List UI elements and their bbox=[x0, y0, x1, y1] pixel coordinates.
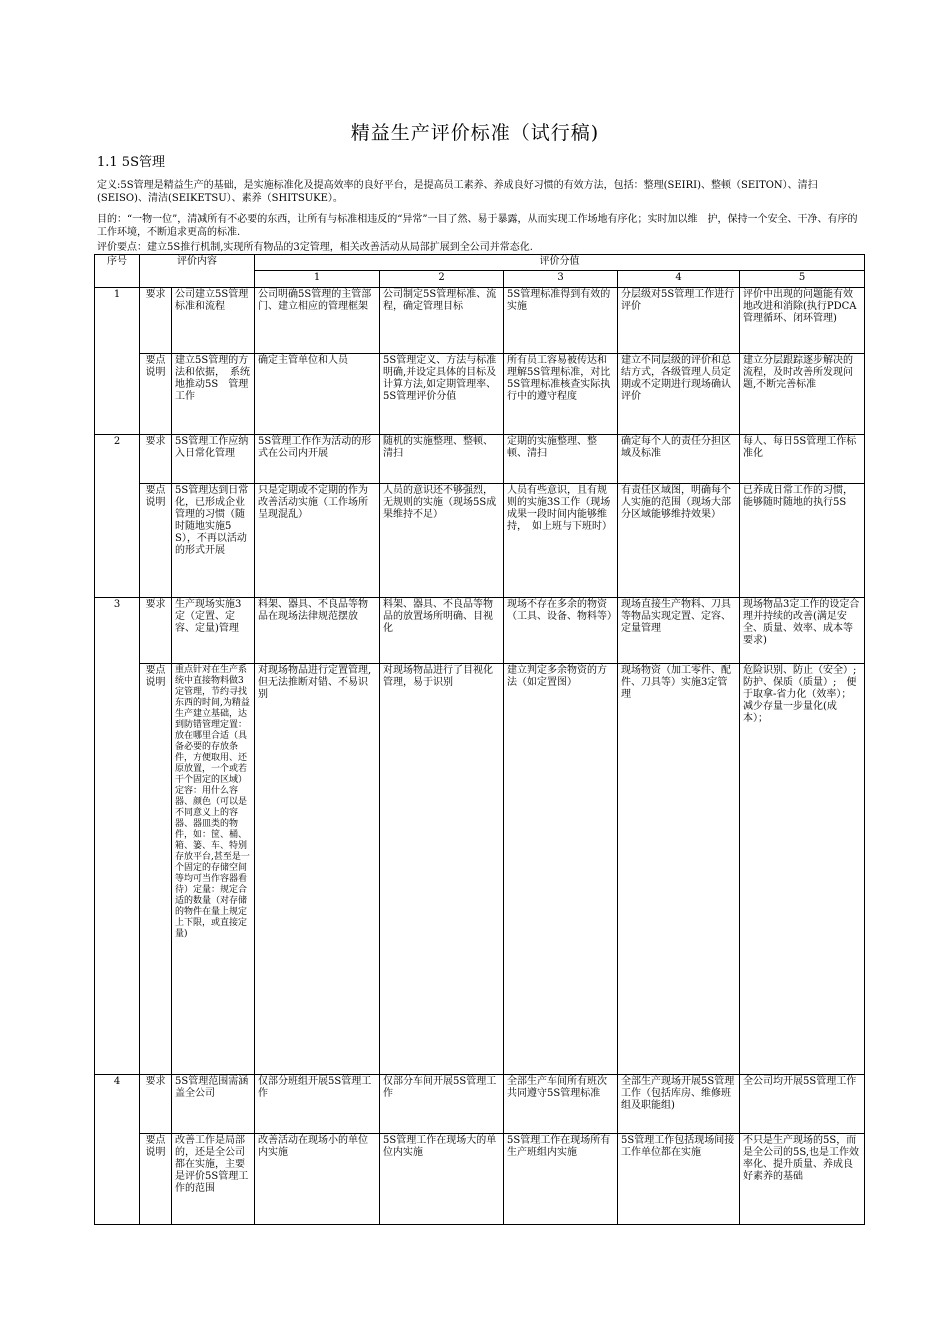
req-cell: 分层级对5S管理工作进行评价 bbox=[618, 288, 740, 354]
document-title: 精益生产评价标准（试行稿) bbox=[350, 122, 600, 144]
exp-cell: 建立不同层级的评价和总结方式，各级管理人员定期或不定期进行现场确认评价 bbox=[618, 354, 740, 435]
exp-cell: 5S管理达到日常化，已形成企业管理的习惯（随时随地实施5S），不再以活动的形式开展 bbox=[172, 484, 255, 598]
score-1: 1 bbox=[255, 271, 380, 288]
req-label: 要求 bbox=[140, 435, 172, 484]
exp-cell: 所有员工容易被传达和理解5S管理标准，对比5S管理标准核查实际执行中的遵守程度 bbox=[504, 354, 618, 435]
req-cell: 全公司均开展5S管理工作 bbox=[740, 1075, 865, 1134]
exp-label: 要点说明 bbox=[140, 664, 172, 1075]
req-cell: 公司制定5S管理标准、流程，确定管理目标 bbox=[380, 288, 504, 354]
req-cell: 现场物品3定工作的设定合理并持续的改善(满足安全、质量、效率、成本等要求) bbox=[740, 598, 865, 664]
exp-cell: 已养成日常工作的习惯，能够随时随地的执行5S bbox=[740, 484, 865, 598]
req-cell: 料架、器具、不良品等物品的放置场所明确、目视化 bbox=[380, 598, 504, 664]
req-cell: 现场直接生产物料、刀具等物品实现定置、定容、定量管理 bbox=[618, 598, 740, 664]
score-4: 4 bbox=[618, 271, 740, 288]
exp-cell: 现场物资（加工零件、配件、刀具等）实施3定管理 bbox=[618, 664, 740, 1075]
req-cell: 料架、器具、不良品等物品在现场法律规范摆放 bbox=[255, 598, 380, 664]
evaluation-table bbox=[94, 254, 865, 1225]
exp-cell: 只是定期或不定期的作为改善活动实施（工作场所呈现混乱） bbox=[255, 484, 380, 598]
table-row bbox=[95, 1075, 865, 1134]
exp-cell: 有责任区域图，明确每个人实施的范围（现场大部分区域能够维持效果） bbox=[618, 484, 740, 598]
req-cell: 生产现场实施3定（定置、定容、定量)管理 bbox=[172, 598, 255, 664]
req-cell: 确定每个人的责任分担区域及标准 bbox=[618, 435, 740, 484]
exp-cell: 5S管理定义、方法与标准明确,并设定具体的目标及计算方法,如定期管理率、5S管理评价分值 bbox=[380, 354, 504, 435]
exp-cell: 建立分层跟踪逐步解决的流程，及时改善所发现问题,不断完善标准 bbox=[740, 354, 865, 435]
score-5: 5 bbox=[740, 271, 865, 288]
req-cell: 5S管理标准得到有效的实施 bbox=[504, 288, 618, 354]
header-content: 评价内容 bbox=[140, 255, 255, 288]
exp-cell: 5S管理工作在现场大的单位内实施 bbox=[380, 1134, 504, 1225]
req-cell: 现场不存在多余的物资（工具、设备、物料等） bbox=[504, 598, 618, 664]
exp-label: 要点说明 bbox=[140, 354, 172, 435]
score-3: 3 bbox=[504, 271, 618, 288]
req-label: 要求 bbox=[140, 598, 172, 664]
table-row bbox=[95, 435, 865, 484]
req-cell: 5S管理工作作为活动的形式在公司内开展 bbox=[255, 435, 380, 484]
exp-cell: 人员的意识还不够强烈，无规则的实施（现场5S成果维持不足） bbox=[380, 484, 504, 598]
req-cell: 仅部分班组开展5S管理工作 bbox=[255, 1075, 380, 1134]
exp-cell: 对现场物品进行定置管理,但无法推断对错、不易识别 bbox=[255, 664, 380, 1075]
row-seq: 1 bbox=[95, 288, 140, 435]
purpose-text: 目的：“一物一位”，清减所有不必要的东西，让所有与标准相违反的“异常”一目了然、易于暴露，从而实现工作场地有序化；实时加以维 护，保持一个安全、干净、有序的工作环境，不断追求更高的标准. bbox=[97, 214, 858, 238]
req-cell: 全部生产现场开展5S管理工作（包括库房、维修班组及职能组) bbox=[618, 1075, 740, 1134]
req-cell: 5S管理范围需涵盖全公司 bbox=[172, 1075, 255, 1134]
table-row bbox=[95, 484, 865, 598]
req-label: 要求 bbox=[140, 288, 172, 354]
definition-text: 定义:5S管理是精益生产的基础，是实施标准化及提高效率的良好平台，是提高员工素养、养成良好习惯的有效方法，包括：整理(SEIRI)、整顿（SEITON）、清扫(SEISO)、清洁(SEIKETSU）、素养（SHITSUKE）。 bbox=[97, 180, 818, 204]
req-cell: 定期的实施整理、整顿、清扫 bbox=[504, 435, 618, 484]
row-seq: 3 bbox=[95, 598, 140, 1075]
exp-cell: 危险识别、防止（安全）; 防护、保质（质量）; 便于取拿-省力化（效率）； 减少存量一步量化(成本）； bbox=[740, 664, 865, 1075]
exp-cell: 5S管理工作在现场所有生产班组内实施 bbox=[504, 1134, 618, 1225]
table-row bbox=[95, 598, 865, 664]
exp-label: 要点说明 bbox=[140, 1134, 172, 1225]
row-seq: 4 bbox=[95, 1075, 140, 1225]
exp-cell: 改善工作是局部的，还是全公司都在实施，主要是评价5S管理工作的范围 bbox=[172, 1134, 255, 1225]
req-cell: 随机的实施整理、整顿、清扫 bbox=[380, 435, 504, 484]
exp-cell: 建立判定多余物资的方法（如定置图） bbox=[504, 664, 618, 1075]
req-cell: 仅部分车间开展5S管理工作 bbox=[380, 1075, 504, 1134]
req-cell: 公司建立5S管理标准和流程 bbox=[172, 288, 255, 354]
exp-cell: 5S管理工作包括现场间接工作单位都在实施 bbox=[618, 1134, 740, 1225]
exp-label: 要点说明 bbox=[140, 484, 172, 598]
exp-cell: 对现场物品进行了目视化管理，易于识别 bbox=[380, 664, 504, 1075]
table-row bbox=[95, 1134, 865, 1225]
req-cell: 公司明确5S管理的主管部门、建立相应的管理框架 bbox=[255, 288, 380, 354]
table-row bbox=[95, 288, 865, 354]
exp-cell: 改善活动在现场小的单位内实施 bbox=[255, 1134, 380, 1225]
req-cell: 全部生产车间所有班次共同遵守5S管理标准 bbox=[504, 1075, 618, 1134]
req-cell: 5S管理工作应纳入日常化管理 bbox=[172, 435, 255, 484]
exp-cell: 建立5S管理的方法和依据， 系统地推动5S 管理工作 bbox=[172, 354, 255, 435]
exp-cell: 不只是生产现场的5S，而是全公司的5S,也是工作效率化、提升质量、养成良好素养的基础 bbox=[740, 1134, 865, 1225]
req-cell: 每人、每日5S管理工作标准化 bbox=[740, 435, 865, 484]
exp-cell: 人员有些意识，且有规则的实施3S工作（现场成果一段时间内能够维持， 如上班与下班时） bbox=[504, 484, 618, 598]
row-seq: 2 bbox=[95, 435, 140, 598]
key-points-text: 评价要点：建立5S推行机制,实现所有物品的3定管理，相关改善活动从局部扩展到全公司并常态化. bbox=[97, 242, 533, 253]
req-cell: 评价中出现的问题能有效地改进和消除(执行PDCA管理循环、闭环管理) bbox=[740, 288, 865, 354]
header-score: 评价分值 bbox=[255, 255, 865, 271]
table-row bbox=[95, 664, 865, 1075]
exp-cell: 确定主管单位和人员 bbox=[255, 354, 380, 435]
header-seq: 序号 bbox=[95, 255, 140, 288]
exp-cell: 重点针对在生产系统中直接物料做3定管理，节约寻找东西的时间,为精益生产建立基础，达到防错管理定置：放在哪里合适（具备必要的存放条件，方便取用、还原放置，一个或若干个固定的区域）定容：用什么容器、颜色（可以是不同意义上的容器、器皿类的物件，如：筐、桶、箱、篓、车、特别存放平台,甚至是一个固定的存储空间等均可当作容器看待）定量：规定合适的数量（对存储的物件在量上规定上下限，或直接定量) bbox=[172, 664, 255, 1075]
req-label: 要求 bbox=[140, 1075, 172, 1134]
section-heading: 1.1 5S管理 bbox=[97, 155, 165, 170]
score-2: 2 bbox=[380, 271, 504, 288]
table-row bbox=[95, 354, 865, 435]
